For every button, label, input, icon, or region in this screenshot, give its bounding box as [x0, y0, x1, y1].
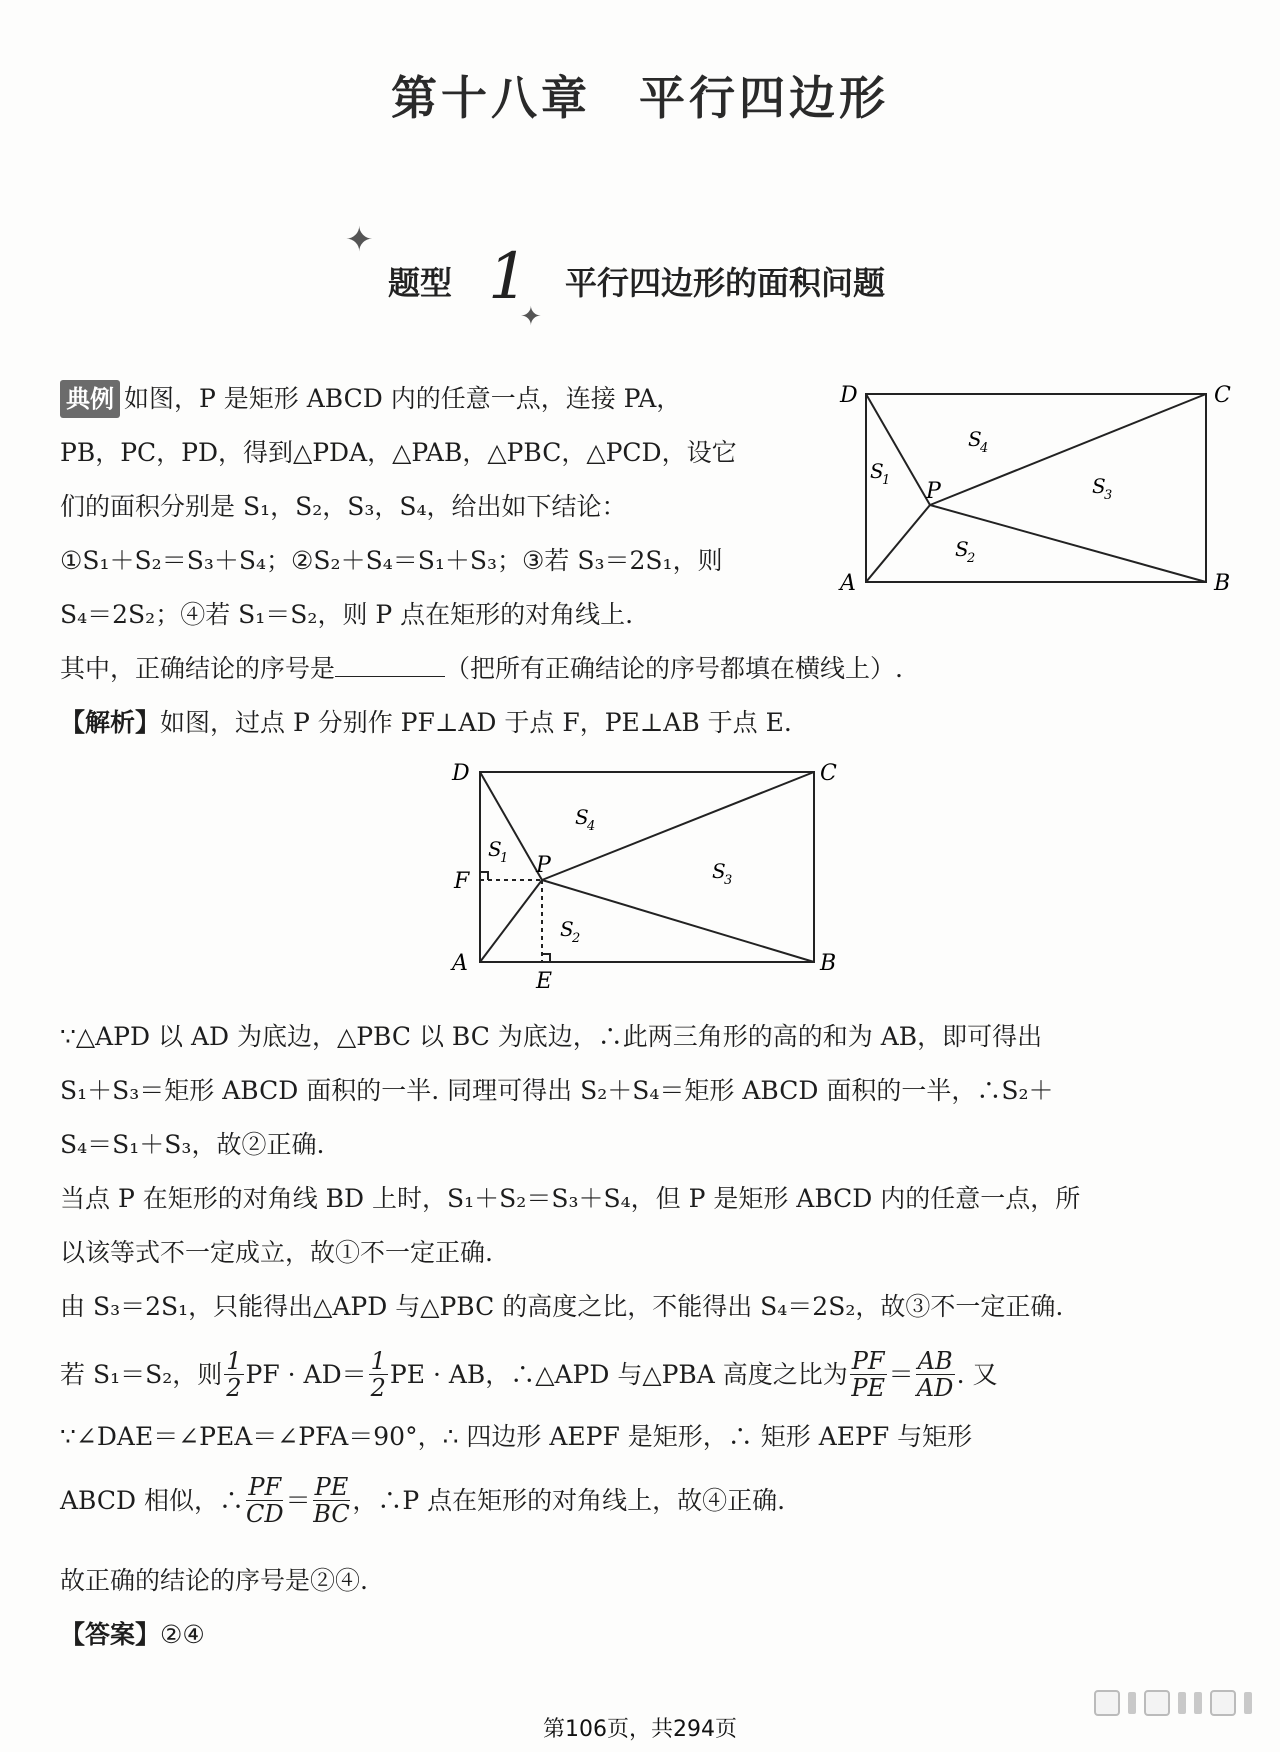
fraction-half: $\frac{1}{2}$ [226, 1347, 242, 1402]
type-header [388, 258, 452, 304]
answer-value: ②④ [160, 1620, 205, 1649]
svg-text:3: 3 [724, 873, 733, 888]
fraction-half: $\frac{1}{2}$ [370, 1347, 386, 1402]
fraction-pe-bc: $\frac{PE}{BC}$ [313, 1473, 350, 1528]
example-line-4: ①S₁＋S₂＝S₃＋S₄；②S₂＋S₄＝S₁＋S₃；③若 S₃＝2S₁，则 [60, 546, 723, 575]
svg-text:2: 2 [572, 931, 581, 946]
label-f: F [454, 869, 470, 894]
sparkle-icon: ✦ [520, 302, 542, 332]
label-a: A [452, 951, 468, 976]
type-title: 平行四边形的面积问题 [565, 264, 886, 302]
label-c: C [1214, 383, 1231, 408]
svg-text:4: 4 [980, 441, 989, 456]
answer-line [60, 1618, 205, 1652]
example-line-5: S₄＝2S₂；④若 S₁＝S₂，则 P 点在矩形的对角线上. [60, 600, 634, 629]
label-s2: S [955, 537, 969, 561]
label-d: D [452, 761, 470, 786]
page-footer: 第106页，共294页 [543, 1717, 737, 1742]
label-p: P [926, 479, 941, 504]
conclusion-line: 故正确的结论的序号是②④. [60, 1566, 368, 1595]
label-a: A [840, 571, 856, 596]
analysis-label: 【解析】 [60, 708, 161, 737]
analysis-line: ∵△APD 以 AD 为底边，△PBC 以 BC 为底边，∴此两三角形的高的和为 AB，即可得出 [60, 1022, 1043, 1051]
analysis-line-similar: ABCD 相似，∴ $\frac{PF}{CD}$ ＝ $\frac{PE}{BC}$ ，∴P 点在矩形的对角线上，故④正确. [60, 1473, 786, 1528]
example-line-2: PB，PC，PD，得到△PDA，△PAB，△PBC，△PCD，设它 [60, 438, 737, 467]
analysis-line: S₁＋S₃＝矩形 ABCD 面积的一半. 同理可得出 S₂＋S₄＝矩形 ABCD 面积的一半，∴S₂＋ [60, 1076, 1054, 1105]
bar-icon [1194, 1692, 1202, 1714]
type-label: 题型 [388, 264, 453, 302]
chapter-title [0, 62, 1280, 128]
example-line-6: 其中，正确结论的序号是 （把所有正确结论的序号都填在横线上）. [60, 654, 903, 683]
example-line-1: 典例 如图，P 是矩形 ABCD 内的任意一点，连接 PA， [60, 380, 681, 418]
fraction-pf-pe: $\frac{PF}{PE}$ [851, 1347, 886, 1402]
chapter-name: 平行四边形 [639, 71, 889, 125]
label-s2: S [560, 917, 574, 941]
example-tag: 典例 [60, 380, 120, 418]
example-line-3: 们的面积分别是 S₁，S₂，S₃，S₄，给出如下结论： [60, 492, 627, 521]
label-b: B [820, 951, 837, 976]
svg-text:2: 2 [967, 551, 976, 566]
sparkle-icon: ✦ [345, 220, 374, 260]
fraction-pf-cd: $\frac{PF}{CD}$ [246, 1473, 284, 1528]
label-p: P [536, 853, 551, 878]
analysis-line-fractions: 若 S₁＝S₂，则 $\frac{1}{2}$ PF · AD＝ $\frac{1}{2}$ PE · AB，∴△APD 与△PBA 高度之比为 $\frac{PF}{PE}$ ＝ $\frac{AB}{AD}$ . 又 [60, 1347, 998, 1402]
bar-icon [1178, 1692, 1186, 1714]
label-s4: S [968, 427, 982, 451]
chapter-number: 第十八章 [391, 71, 591, 125]
svg-text:1: 1 [500, 851, 509, 866]
label-d: D [840, 383, 858, 408]
bar-icon [1244, 1692, 1252, 1714]
label-s3: S [1092, 474, 1106, 498]
analysis-line: 以该等式不一定成立，故①不一定正确. [60, 1238, 493, 1267]
label-s1: S [488, 837, 502, 861]
label-s3: S [712, 859, 726, 883]
bar-icon [1128, 1692, 1136, 1714]
fraction-ab-ad: $\frac{AB}{AD}$ [916, 1347, 954, 1402]
figure-rectangle-2 [440, 760, 860, 1000]
label-c: C [820, 761, 837, 786]
svg-text:1: 1 [882, 473, 891, 488]
analysis-line: ∵∠DAE＝∠PEA＝∠PFA＝90°，∴ 四边形 AEPF 是矩形，∴ 矩形 AEPF 与矩形 [60, 1422, 973, 1451]
answer-blank [335, 652, 445, 677]
analysis-line: 当点 P 在矩形的对角线 BD 上时，S₁＋S₂＝S₃＋S₄，但 P 是矩形 ABCD 内的任意一点，所 [60, 1184, 1081, 1213]
type-number: 1 [488, 240, 529, 314]
label-b: B [1214, 571, 1231, 596]
answer-label: 【答案】 [60, 1620, 161, 1649]
label-s1: S [870, 459, 884, 483]
svg-text:3: 3 [1104, 488, 1113, 503]
figure-rectangle-1 [830, 378, 1250, 610]
svg-text:4: 4 [587, 819, 596, 834]
label-e: E [536, 969, 553, 994]
label-s4: S [575, 805, 589, 829]
analysis-line: S₄＝S₁＋S₃，故②正确. [60, 1130, 325, 1159]
analysis-intro: 【解析】如图，过点 P 分别作 PF⊥AD 于点 F，PE⊥AB 于点 E. [60, 708, 792, 737]
analysis-line: 由 S₃＝2S₁，只能得出△APD 与△PBC 的高度之比，不能得出 S₄＝2S₂，故③不一定正确. [60, 1292, 1064, 1321]
